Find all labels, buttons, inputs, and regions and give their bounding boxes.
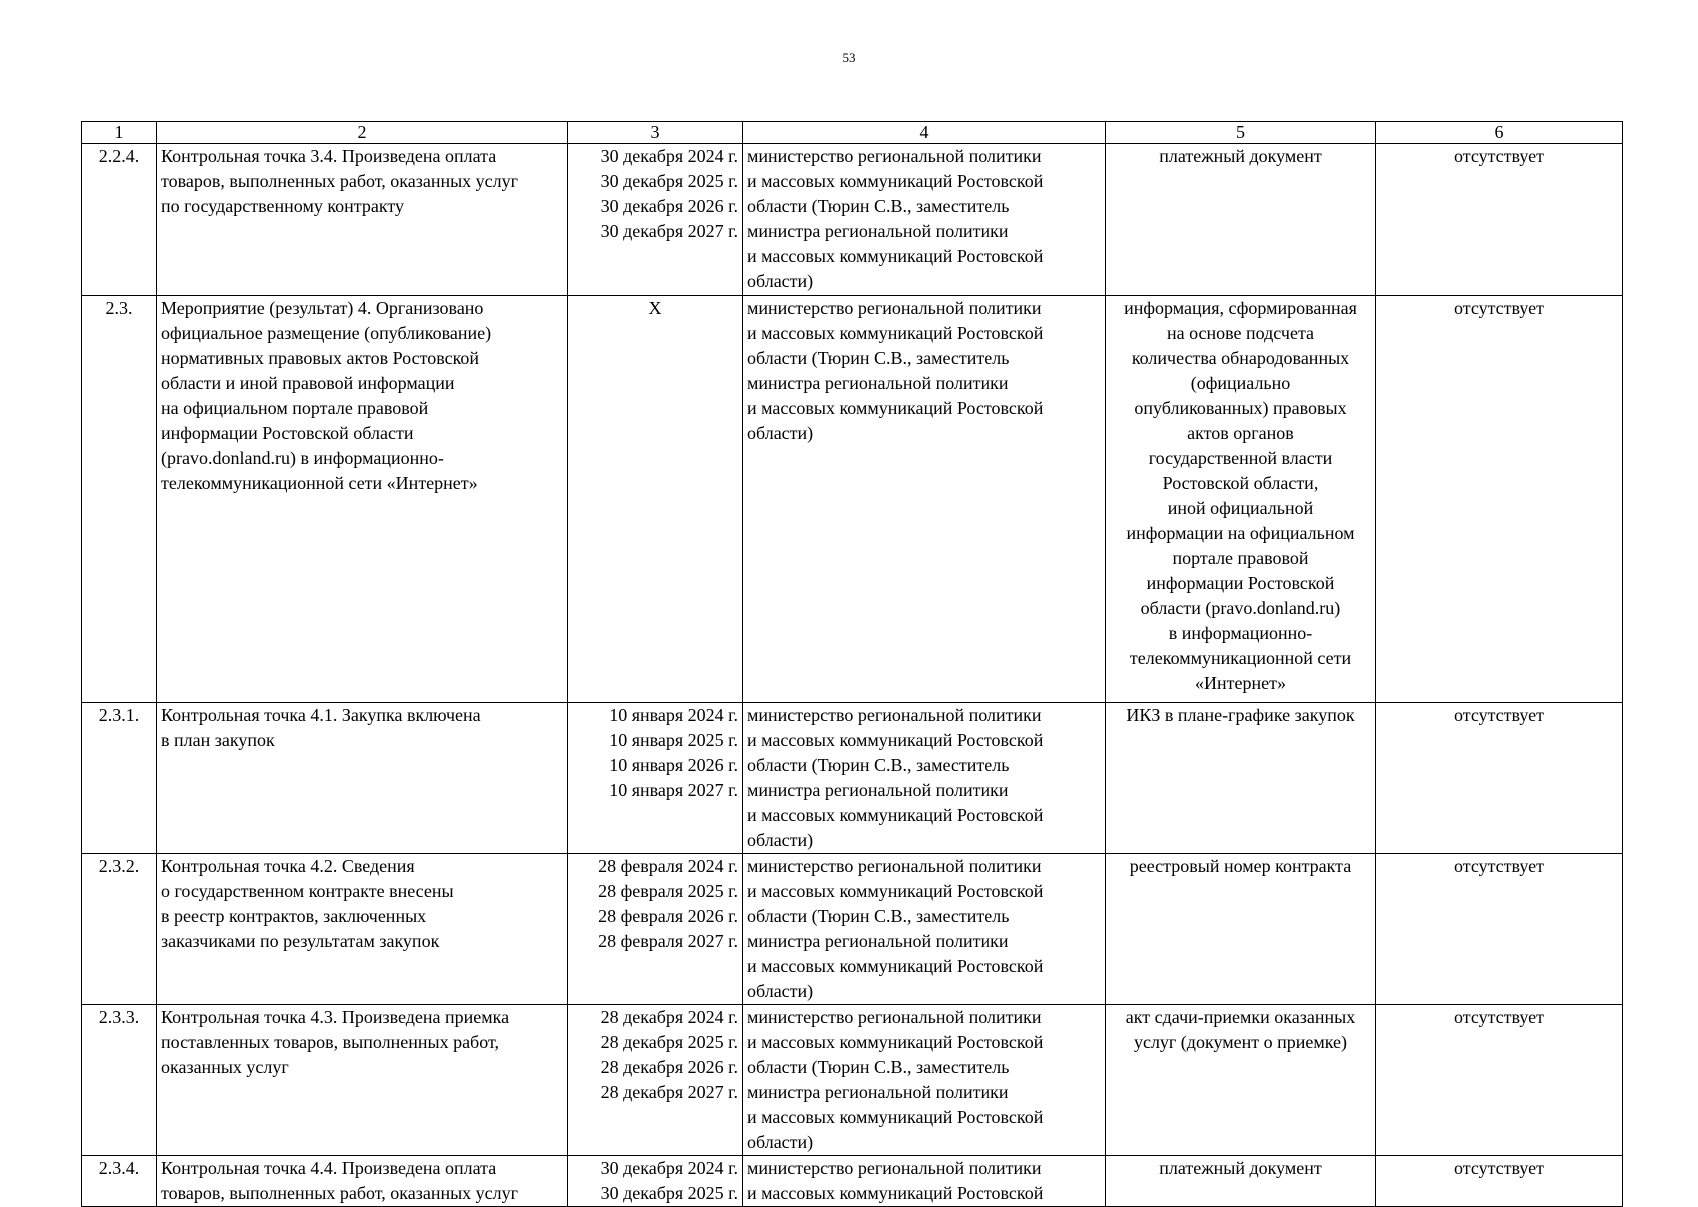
text-line: о государственном контракте внесены xyxy=(161,881,454,901)
text-line: министерство региональной политики xyxy=(747,1158,1042,1178)
text-line: X xyxy=(648,298,662,318)
text-line: Контрольная точка 4.1. Закупка включена xyxy=(161,705,481,725)
text-line: области (Тюрин С.В., заместитель xyxy=(747,348,1010,368)
text-line: в реестр контрактов, заключенных xyxy=(161,906,427,926)
text-line: по государственному контракту xyxy=(161,196,405,216)
text-line: ИКЗ в плане-графике закупок xyxy=(1126,705,1355,725)
row-number-cell: 2.2.4. xyxy=(82,144,157,296)
table-row xyxy=(82,1156,1623,1207)
text-line: товаров, выполненных работ, оказанных услуг xyxy=(161,171,519,191)
text-line: области (Тюрин С.В., заместитель xyxy=(747,906,1010,926)
column-header: 3 xyxy=(568,122,743,144)
table-row xyxy=(82,144,1623,296)
text-line: области (Тюрин С.В., заместитель xyxy=(747,1057,1010,1077)
document-type-cell xyxy=(1106,1005,1376,1156)
document-type-cell xyxy=(1106,854,1376,1005)
text-line: 28 февраля 2024 г. xyxy=(598,856,738,876)
text-line: министра региональной политики xyxy=(747,221,1009,241)
row-number-cell: 2.3.4. xyxy=(82,1156,157,1207)
information-system-cell: отсутствует xyxy=(1376,703,1623,854)
text-line: министерство региональной политики xyxy=(747,856,1042,876)
text-line: 10 января 2026 г. xyxy=(609,755,738,775)
control-point-name-cell xyxy=(157,703,568,854)
deadline-cell xyxy=(568,1005,743,1156)
text-line: на основе подсчета xyxy=(1166,323,1315,343)
text-line: области) xyxy=(747,1132,814,1152)
text-line: иной официальной xyxy=(1167,498,1314,518)
text-line: на официальном портале правовой xyxy=(161,398,429,418)
header-row xyxy=(82,122,1623,144)
column-header: 4 xyxy=(743,122,1106,144)
deadline-cell xyxy=(568,703,743,854)
deadline-cell xyxy=(568,296,743,703)
text-line: 28 декабря 2025 г. xyxy=(600,1032,738,1052)
row-number-cell: 2.3.2. xyxy=(82,854,157,1005)
text-line: 30 декабря 2024 г. xyxy=(600,146,738,166)
column-header: 1 xyxy=(82,122,157,144)
column-header: 5 xyxy=(1106,122,1376,144)
table-row xyxy=(82,854,1623,1005)
text-line: и массовых коммуникаций Ростовской xyxy=(747,171,1044,191)
text-line: 30 декабря 2027 г. xyxy=(600,221,738,241)
text-line: области (Тюрин С.В., заместитель xyxy=(747,755,1010,775)
text-line: 30 декабря 2025 г. xyxy=(600,171,738,191)
table-row xyxy=(82,296,1623,703)
text-line: 30 декабря 2025 г. xyxy=(600,1183,738,1203)
text-line: и массовых коммуникаций Ростовской xyxy=(747,1183,1044,1203)
text-line: 28 декабря 2024 г. xyxy=(600,1007,738,1027)
text-line: 30 декабря 2024 г. xyxy=(600,1158,738,1178)
text-line: реестровый номер контракта xyxy=(1129,856,1352,876)
text-line: (pravo.donland.ru) в информационно- xyxy=(161,448,444,468)
text-line: заказчиками по результатам закупок xyxy=(161,931,440,951)
text-line: 28 декабря 2027 г. xyxy=(600,1082,738,1102)
text-line: Контрольная точка 3.4. Произведена оплата xyxy=(161,146,497,166)
text-line: министерство региональной политики xyxy=(747,298,1042,318)
text-line: Контрольная точка 4.4. Произведена оплата xyxy=(161,1158,497,1178)
control-point-name-cell xyxy=(157,1156,568,1207)
text-line: Мероприятие (результат) 4. Организовано xyxy=(161,298,484,318)
information-system-cell: отсутствует xyxy=(1376,1156,1623,1207)
text-line: портале правовой xyxy=(1172,548,1309,568)
control-point-name-cell xyxy=(157,144,568,296)
text-line: 30 декабря 2026 г. xyxy=(600,196,738,216)
text-line: и массовых коммуникаций Ростовской xyxy=(747,1032,1044,1052)
responsible-cell xyxy=(743,854,1106,1005)
text-line: поставленных товаров, выполненных работ, xyxy=(161,1032,499,1052)
table-row xyxy=(82,703,1623,854)
page-number: 53 xyxy=(842,50,856,65)
text-line: области и иной правовой информации xyxy=(161,373,455,393)
text-line: в план закупок xyxy=(161,730,275,750)
document-type-cell xyxy=(1106,1156,1376,1207)
text-line: и массовых коммуникаций Ростовской xyxy=(747,881,1044,901)
control-points-table xyxy=(81,121,1623,1207)
text-line: платежный документ xyxy=(1159,1158,1322,1178)
text-line: «Интернет» xyxy=(1195,673,1286,693)
text-line: и массовых коммуникаций Ростовской xyxy=(747,730,1044,750)
information-system-cell: отсутствует xyxy=(1376,1005,1623,1156)
control-point-name-cell xyxy=(157,854,568,1005)
text-line: и массовых коммуникаций Ростовской xyxy=(747,805,1044,825)
document-type-cell xyxy=(1106,296,1376,703)
text-line: области (pravo.donland.ru) xyxy=(1140,598,1341,618)
text-line: 28 февраля 2025 г. xyxy=(598,881,738,901)
text-line: телекоммуникационной сети xyxy=(1129,648,1352,668)
text-line: телекоммуникационной сети «Интернет» xyxy=(161,473,478,493)
text-line: и массовых коммуникаций Ростовской xyxy=(747,323,1044,343)
text-line: информация, сформированная xyxy=(1124,298,1357,318)
text-line: и массовых коммуникаций Ростовской xyxy=(747,1107,1044,1127)
responsible-cell xyxy=(743,1156,1106,1207)
text-line: и массовых коммуникаций Ростовской xyxy=(747,246,1044,266)
text-line: министра региональной политики xyxy=(747,373,1009,393)
text-line: Ростовской области, xyxy=(1162,473,1319,493)
text-line: актов органов xyxy=(1187,423,1294,443)
information-system-cell: отсутствует xyxy=(1376,854,1623,1005)
text-line: информации на официальном xyxy=(1126,523,1355,543)
column-header: 6 xyxy=(1376,122,1623,144)
text-line: и массовых коммуникаций Ростовской xyxy=(747,398,1044,418)
text-line: министра региональной политики xyxy=(747,1082,1009,1102)
text-line: нормативных правовых актов Ростовской xyxy=(161,348,480,368)
text-line: области (Тюрин С.В., заместитель xyxy=(747,196,1010,216)
text-line: (официально xyxy=(1190,373,1291,393)
text-line: услуг (документ о приемке) xyxy=(1133,1032,1348,1052)
text-line: министра региональной политики xyxy=(747,780,1009,800)
text-line: 28 декабря 2026 г. xyxy=(600,1057,738,1077)
column-header: 2 xyxy=(157,122,568,144)
text-line: 10 января 2027 г. xyxy=(609,780,738,800)
row-number-cell: 2.3.3. xyxy=(82,1005,157,1156)
text-line: министерство региональной политики xyxy=(747,146,1042,166)
text-line: области) xyxy=(747,271,814,291)
text-line: 28 февраля 2027 г. xyxy=(598,931,738,951)
deadline-cell xyxy=(568,1156,743,1207)
text-line: 28 февраля 2026 г. xyxy=(598,906,738,926)
text-line: министерство региональной политики xyxy=(747,705,1042,725)
text-line: официальное размещение (опубликование) xyxy=(161,323,492,343)
information-system-cell: отсутствует xyxy=(1376,144,1623,296)
text-line: акт сдачи-приемки оказанных xyxy=(1125,1007,1356,1027)
text-line: в информационно- xyxy=(1168,623,1313,643)
text-line: информации Ростовской xyxy=(1146,573,1335,593)
responsible-cell xyxy=(743,1005,1106,1156)
text-line: области) xyxy=(747,830,814,850)
text-line: товаров, выполненных работ, оказанных услуг xyxy=(161,1183,519,1203)
text-line: 10 января 2025 г. xyxy=(609,730,738,750)
document-type-cell xyxy=(1106,703,1376,854)
text-line: количества обнародованных xyxy=(1131,348,1350,368)
text-line: министра региональной политики xyxy=(747,931,1009,951)
row-number-cell: 2.3.1. xyxy=(82,703,157,854)
text-line: 10 января 2024 г. xyxy=(609,705,738,725)
deadline-cell xyxy=(568,144,743,296)
control-point-name-cell xyxy=(157,1005,568,1156)
deadline-cell xyxy=(568,854,743,1005)
text-line: оказанных услуг xyxy=(161,1057,289,1077)
text-line: платежный документ xyxy=(1159,146,1322,166)
responsible-cell xyxy=(743,703,1106,854)
text-line: и массовых коммуникаций Ростовской xyxy=(747,956,1044,976)
text-line: министерство региональной политики xyxy=(747,1007,1042,1027)
text-line: Контрольная точка 4.3. Произведена приемка xyxy=(161,1007,510,1027)
information-system-cell: отсутствует xyxy=(1376,296,1623,703)
text-line: государственной власти xyxy=(1148,448,1333,468)
document-type-cell xyxy=(1106,144,1376,296)
responsible-cell xyxy=(743,296,1106,703)
text-line: Контрольная точка 4.2. Сведения xyxy=(161,856,415,876)
row-number-cell: 2.3. xyxy=(82,296,157,703)
control-point-name-cell xyxy=(157,296,568,703)
text-line: области) xyxy=(747,423,814,443)
table-row xyxy=(82,1005,1623,1156)
text-line: области) xyxy=(747,981,814,1001)
responsible-cell xyxy=(743,144,1106,296)
text-line: опубликованных) правовых xyxy=(1134,398,1347,418)
text-line: информации Ростовской области xyxy=(161,423,414,443)
